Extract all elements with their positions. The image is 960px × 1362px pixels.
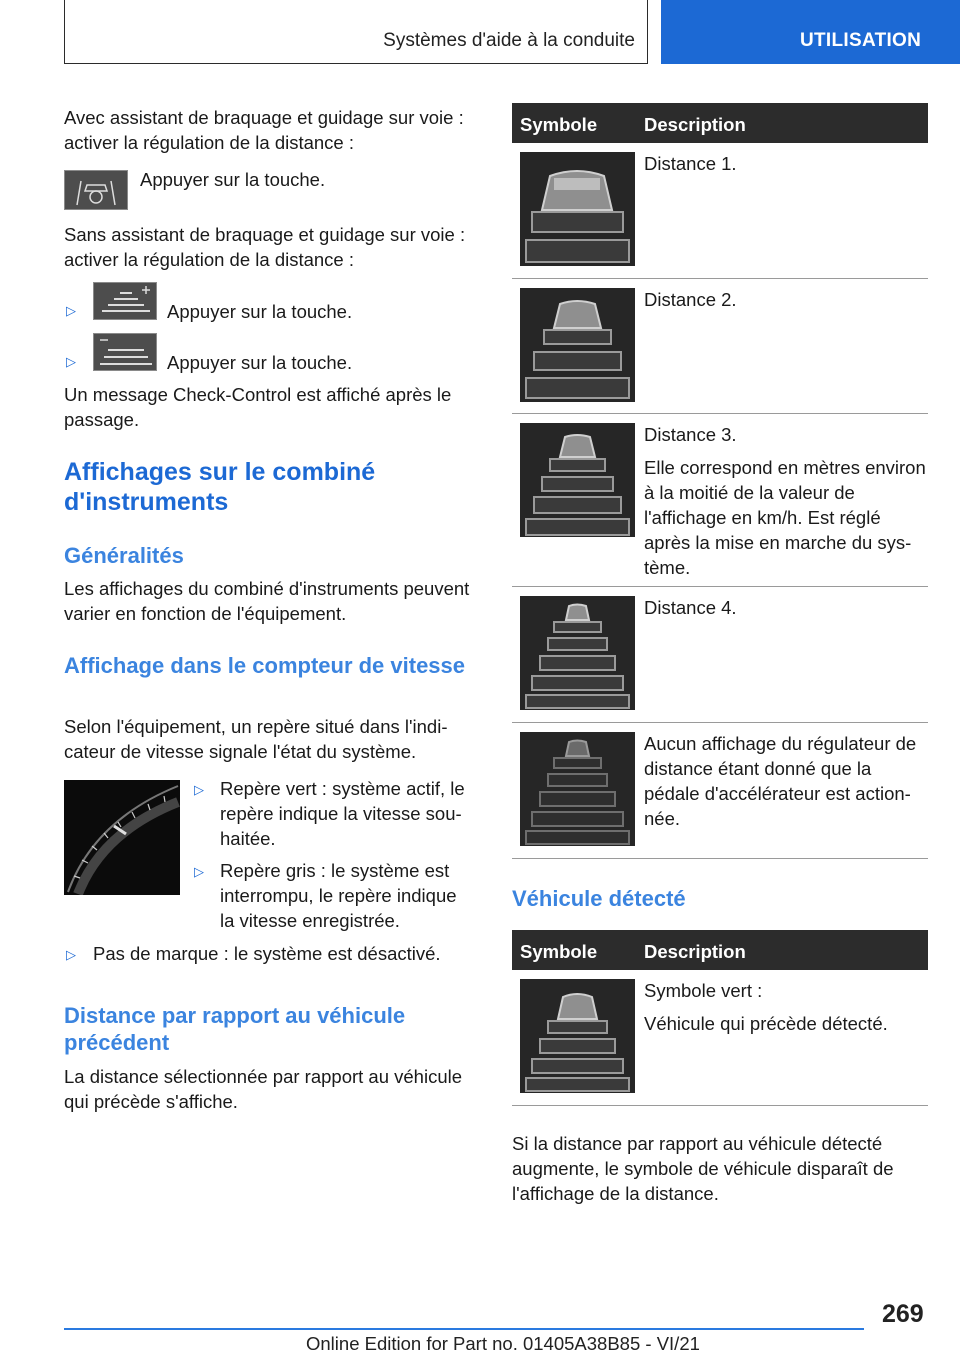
bullet-triangle-icon: ▷ [194, 782, 204, 797]
heading-vehicule-detecte: Véhicule détecté [512, 886, 686, 911]
table1-row4-desc: Distance 4. [644, 597, 737, 618]
bullet-triangle-icon: ▷ [66, 947, 76, 962]
no-distance-symbol [520, 732, 635, 846]
table1-row5-desc: Aucun affichage du régulateur de distance étant donné que la pédale d'accélérateur est actionnée. [644, 733, 917, 829]
footer-edition: Online Edition for Part no. 01405A38B85 - VI/21 [306, 1333, 700, 1354]
table1-divider [512, 586, 928, 587]
heading-compteur: Affichage dans le compteur de vitesse [64, 653, 466, 678]
heading-generalites: Généralités [64, 543, 184, 568]
table2-header [512, 930, 928, 970]
bullet-no-marker: Pas de marque : le système est désactivé. [93, 943, 441, 964]
table1-row1-desc: Distance 1. [644, 153, 737, 174]
steering-assistant-button-icon [64, 170, 128, 210]
compteur-paragraph: Selon l'équipement, un repère situé dans l'indicateur de vitesse signale l'état du système. [64, 716, 448, 762]
vehicle-detected-symbol [520, 979, 635, 1093]
table1-divider [512, 413, 928, 414]
distance-paragraph: La distance sélectionnée par rapport au véhicule qui précède s'affiche. [64, 1066, 463, 1112]
paragraph-without-assistant: Sans assistant de braquage et guidage sur voie : activer la régulation de la distance : [64, 224, 466, 270]
header-box [64, 0, 648, 64]
table1-row3-desc: Distance 3. [644, 424, 737, 445]
list1-item-2: Appuyer sur la touche. [167, 352, 353, 373]
bullet-triangle-icon: ▷ [66, 354, 76, 369]
bullet-green-marker: Repère vert : système actif, le repère indique la vitesse souhaitée. [220, 778, 465, 849]
distance-1-symbol [520, 152, 635, 266]
header-tab-label: UTILISATION [800, 30, 922, 51]
press-button-text: Appuyer sur la touche. [140, 169, 326, 190]
check-control-paragraph: Un message Check-Control est affiché après le passage. [64, 384, 452, 430]
bullet-triangle-icon: ▷ [66, 303, 76, 318]
table1-row3-extra: Elle correspond en mètres environ à la moitié de la valeur de l'affichage en km/h. Est réglé après la mise en marche du système. [644, 457, 926, 578]
table1-col-symbol: Symbole [520, 114, 598, 135]
table1-divider [512, 722, 928, 723]
list1-item-1: Appuyer sur la touche. [167, 301, 353, 322]
table1-row2-desc: Distance 2. [644, 289, 737, 310]
table2-row1-desc: Symbole vert : [644, 980, 763, 1001]
heading-distance: Distance par rapport au véhicule précédent [64, 1003, 406, 1055]
bullet-grey-marker: Repère gris : le système est interrompu, le repère indique la vitesse enregistrée. [220, 860, 457, 931]
table2-col-description: Description [644, 941, 746, 962]
speedometer-image [64, 780, 180, 895]
header-tab[interactable] [661, 0, 960, 64]
page-number: 269 [882, 1300, 924, 1328]
distance-2-symbol [520, 288, 635, 402]
paragraph-with-assistant: Avec assistant de braquage et guidage sur voie : activer la régulation de la distance : [64, 107, 464, 153]
table1-col-description: Description [644, 114, 746, 135]
header-title: Systèmes d'aide à la conduite [383, 30, 635, 51]
distance-3-symbol [520, 423, 635, 537]
footer-line [64, 1328, 864, 1330]
table1-divider [512, 278, 928, 279]
distance-4-symbol [520, 596, 635, 710]
table2-divider [512, 1105, 928, 1106]
table2-col-symbol: Symbole [520, 941, 598, 962]
table1-header [512, 103, 928, 143]
table2-row1-extra: Véhicule qui précède détecté. [644, 1013, 888, 1034]
bullet-triangle-icon: ▷ [194, 864, 204, 879]
distance-plus-button-icon [93, 282, 157, 320]
table1-divider [512, 858, 928, 859]
final-paragraph: Si la distance par rapport au véhicule détecté augmente, le symbole de véhicule disparaît de l'affichage de la distance. [512, 1133, 894, 1204]
distance-minus-button-icon [93, 333, 157, 371]
generalites-paragraph: Les affichages du combiné d'instruments peuvent varier en fonction de l'équipement. [64, 578, 470, 624]
heading-affichages: Affichages sur le combiné d'instruments [64, 458, 376, 516]
